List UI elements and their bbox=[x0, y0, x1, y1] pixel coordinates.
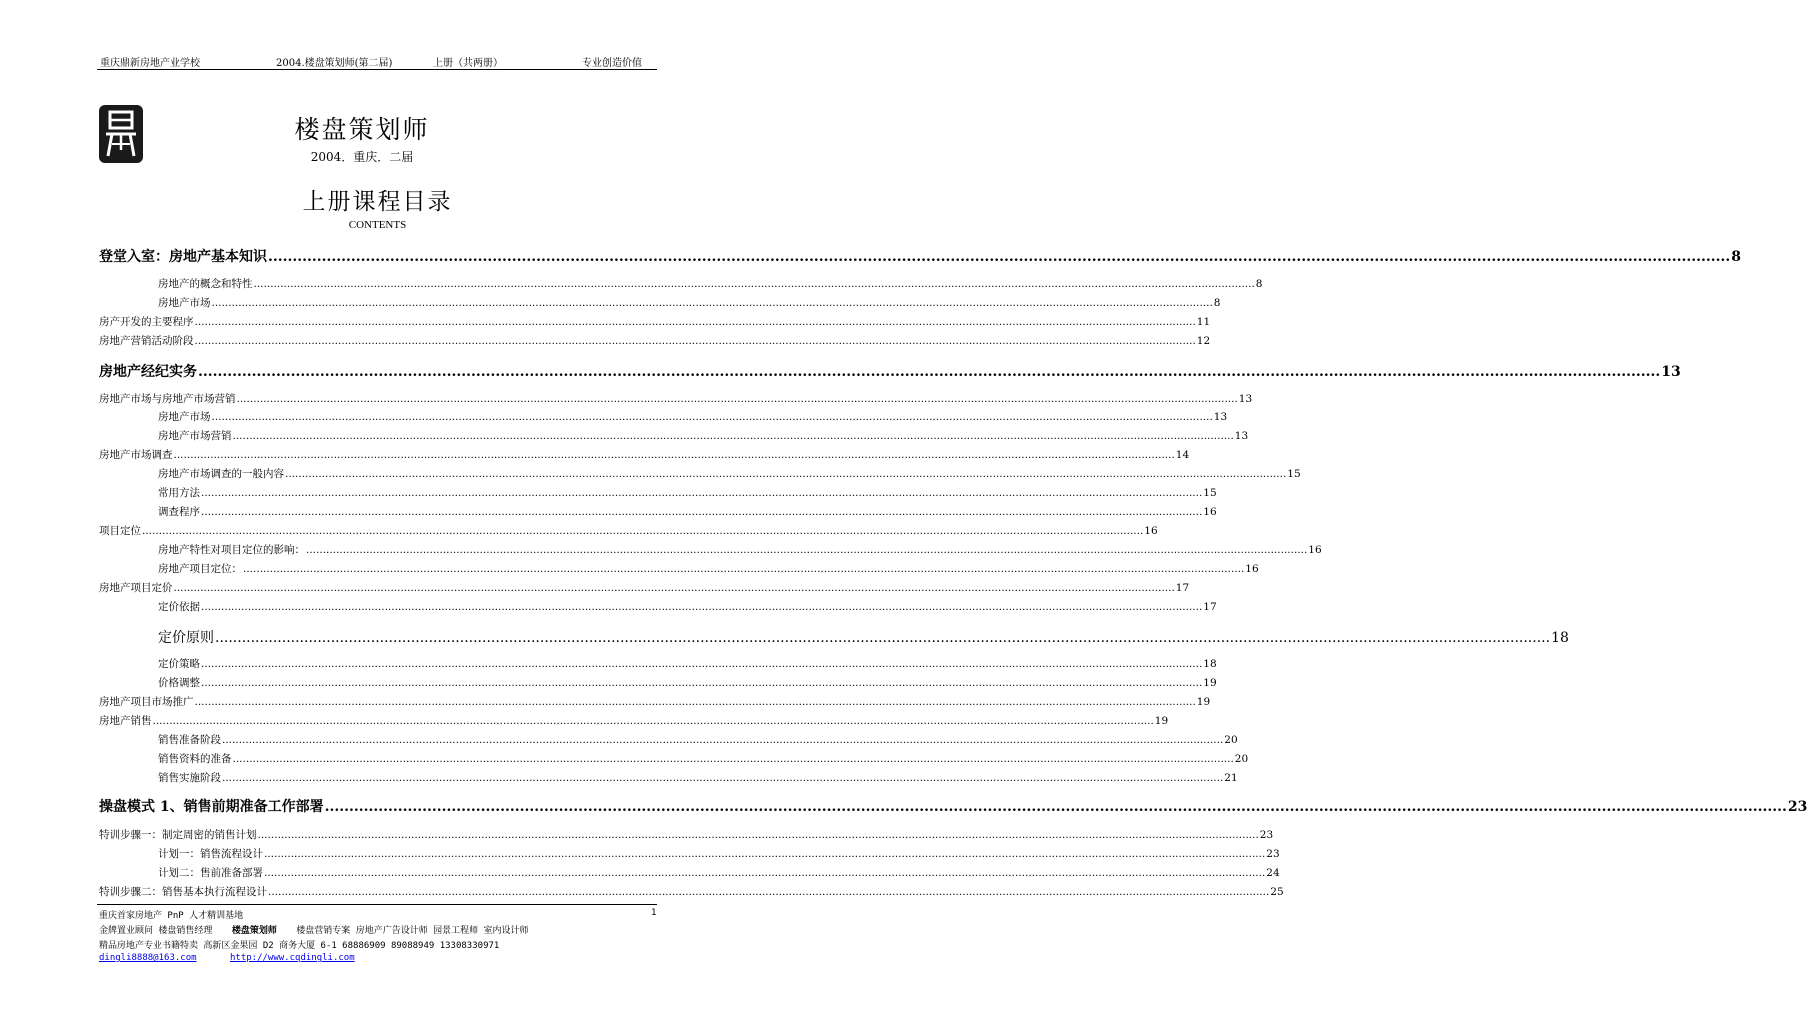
toc-entry[interactable] bbox=[99, 770, 1238, 785]
toc-entry[interactable] bbox=[99, 485, 1217, 500]
toc-leader-dots: ............................................................................................................................................................................................................................................................................................................ bbox=[152, 715, 1154, 727]
toc-entry[interactable] bbox=[99, 504, 1217, 519]
toc-entry-label: 房地产市场与房地产市场营销 bbox=[99, 393, 236, 405]
toc-entry-label: 计划一：销售流程设计 bbox=[158, 848, 263, 860]
toc-leader-dots: ............................................................................................................................................................................................................................................................................................................ bbox=[173, 582, 1175, 594]
toc-entry-label: 项目定位 bbox=[99, 525, 141, 537]
toc-entry[interactable] bbox=[99, 561, 1259, 576]
toc-entry-page: 13 bbox=[1238, 393, 1253, 405]
toc-leader-dots: ............................................................................................................................................................................................................................................................................................................ bbox=[142, 525, 1144, 537]
toc-entry-page: 20 bbox=[1234, 753, 1249, 765]
toc-entry-label: 房地产营销活动阶段 bbox=[99, 335, 194, 347]
toc-entry-page: 23 bbox=[1259, 829, 1274, 841]
toc-leader-dots: ............................................................................................................................................................................................................................................................................................................ bbox=[211, 411, 1213, 423]
toc-entry-label: 定价策略 bbox=[158, 658, 200, 670]
toc-entry[interactable] bbox=[99, 627, 1569, 647]
footer-line2-b: 楼盘营销专案 房地产广告设计师 园景工程师 室内设计师 bbox=[296, 926, 529, 936]
footer-line3: 精品房地产专业书籍特卖 高新区金果园 D2 商务大厦 6-1 68886909 89088949 13308330971 bbox=[99, 941, 500, 951]
toc-entry-label: 房地产市场调查 bbox=[99, 449, 173, 461]
toc-entry-label: 房地产销售 bbox=[99, 715, 152, 727]
toc-leader-dots: ............................................................................................................................................................................................................................................................................................................ bbox=[201, 658, 1203, 670]
toc-entry[interactable] bbox=[99, 656, 1217, 671]
toc-entry-page: 16 bbox=[1308, 544, 1322, 556]
toc-leader-dots: ............................................................................................................................................................................................................................................................................................................ bbox=[215, 630, 1551, 646]
toc-entry-label: 销售资料的准备 bbox=[158, 753, 232, 765]
toc-entry-label: 特训步骤二：销售基本执行流程设计 bbox=[99, 886, 267, 898]
toc-entry[interactable] bbox=[99, 361, 1681, 381]
toc-entry[interactable] bbox=[99, 523, 1158, 538]
header-course: 2004.楼盘策划师(第二届) bbox=[276, 58, 393, 69]
page-subtitle: 2004．重庆．二届 bbox=[310, 150, 414, 164]
toc-leader-dots: ............................................................................................................................................................................................................................................................................................................ bbox=[268, 249, 1731, 265]
toc-entry-page: 17 bbox=[1175, 582, 1190, 594]
toc-entry[interactable] bbox=[99, 846, 1280, 861]
toc-entry-label: 房地产项目定价 bbox=[99, 582, 173, 594]
toc-entry-page: 8 bbox=[1255, 278, 1263, 290]
toc-entry-label: 登堂入室：房地产基本知识 bbox=[99, 249, 267, 265]
toc-entry-label: 销售准备阶段 bbox=[158, 734, 221, 746]
toc-entry-page: 23 bbox=[1787, 799, 1807, 815]
toc-leader-dots: ............................................................................................................................................................................................................................................................................................................ bbox=[201, 601, 1203, 613]
toc-entry-page: 19 bbox=[1154, 715, 1169, 727]
toc-leader-dots: ............................................................................................................................................................................................................................................................................................................ bbox=[257, 829, 1259, 841]
toc-entry-page: 13 bbox=[1213, 411, 1228, 423]
footer-website-link[interactable]: http://www.cqdingli.com bbox=[230, 953, 355, 963]
toc-entry-label: 房地产市场 bbox=[158, 411, 211, 423]
footer-page-number: 1 bbox=[651, 908, 657, 918]
toc-entry[interactable] bbox=[99, 796, 1807, 816]
toc-leader-dots: ............................................................................................................................................................................................................................................................................................................ bbox=[194, 335, 1196, 347]
toc-entry-page: 23 bbox=[1266, 848, 1280, 860]
toc-entry-page: 19 bbox=[1203, 677, 1217, 689]
toc-entry-label: 定价依据 bbox=[158, 601, 200, 613]
toc-entry[interactable] bbox=[99, 246, 1741, 266]
toc-entry-label: 价格调整 bbox=[158, 677, 200, 689]
contents-label: CONTENTS bbox=[348, 219, 407, 231]
toc-entry-page: 20 bbox=[1224, 734, 1238, 746]
header-school: 重庆鼎新房地产业学校 bbox=[100, 58, 200, 69]
toc-entry-page: 12 bbox=[1196, 335, 1211, 347]
toc-entry-page: 14 bbox=[1175, 449, 1190, 461]
toc-leader-dots: ............................................................................................................................................................................................................................................................................................................ bbox=[268, 886, 1270, 898]
header-slogan: 专业创造价值 bbox=[582, 58, 642, 69]
toc-entry-page: 17 bbox=[1203, 601, 1217, 613]
toc-entry-label: 房地产特性对项目定位的影响： bbox=[158, 544, 305, 556]
page-title: 楼盘策划师 bbox=[294, 115, 430, 144]
toc-entry[interactable] bbox=[99, 428, 1249, 443]
catalog-title: 上册课程目录 bbox=[302, 189, 453, 215]
toc-entry-page: 8 bbox=[1213, 297, 1221, 309]
toc-entry[interactable] bbox=[99, 675, 1217, 690]
toc-entry-page: 18 bbox=[1551, 630, 1569, 646]
toc-entry-label: 调查程序 bbox=[158, 506, 200, 518]
toc-entry-label: 房地产市场 bbox=[158, 297, 211, 309]
toc-entry[interactable] bbox=[99, 295, 1221, 310]
toc-entry-page: 15 bbox=[1287, 468, 1301, 480]
toc-entry-page: 8 bbox=[1731, 249, 1741, 265]
toc-entry-page: 16 bbox=[1203, 506, 1217, 518]
toc-leader-dots: ............................................................................................................................................................................................................................................................................................................ bbox=[232, 430, 1234, 442]
toc-entry[interactable] bbox=[99, 599, 1217, 614]
toc-entry-label: 房地产市场营销 bbox=[158, 430, 232, 442]
toc-leader-dots: ............................................................................................................................................................................................................................................................................................................ bbox=[264, 848, 1266, 860]
toc-entry-page: 16 bbox=[1245, 563, 1259, 575]
toc-entry[interactable] bbox=[99, 542, 1322, 557]
toc-entry[interactable] bbox=[99, 865, 1280, 880]
footer-line2-a: 金牌置业顾问 楼盘销售经理 bbox=[99, 926, 213, 936]
footer-email-link[interactable]: dingli8888@163.com bbox=[99, 953, 197, 963]
toc-entry-label: 定价原则 bbox=[158, 630, 214, 646]
toc-entry-label: 销售实施阶段 bbox=[158, 772, 221, 784]
toc-entry[interactable] bbox=[99, 884, 1284, 899]
toc-leader-dots: ............................................................................................................................................................................................................................................................................................................ bbox=[236, 393, 1238, 405]
toc-leader-dots: ............................................................................................................................................................................................................................................................................................................ bbox=[285, 468, 1287, 480]
toc-entry-label: 计划二：售前准备部署 bbox=[158, 867, 263, 879]
toc-entry-label: 房地产市场调查的一般内容 bbox=[158, 468, 284, 480]
toc-leader-dots: ............................................................................................................................................................................................................................................................................................................ bbox=[173, 449, 1175, 461]
header-divider bbox=[97, 69, 657, 70]
toc-entry[interactable] bbox=[99, 713, 1169, 728]
toc-entry[interactable] bbox=[99, 827, 1274, 842]
toc-entry[interactable] bbox=[99, 314, 1211, 329]
toc-entry-page: 13 bbox=[1234, 430, 1249, 442]
toc-entry-page: 18 bbox=[1203, 658, 1217, 670]
footer-line2-bold: 楼盘策划师 bbox=[231, 926, 277, 936]
toc-entry[interactable] bbox=[99, 447, 1190, 462]
toc-entry[interactable] bbox=[99, 580, 1190, 595]
toc-entry-page: 15 bbox=[1203, 487, 1217, 499]
toc-entry-page: 25 bbox=[1270, 886, 1284, 898]
toc-leader-dots: ............................................................................................................................................................................................................................................................................................................ bbox=[201, 677, 1203, 689]
toc-entry-label: 房产开发的主要程序 bbox=[99, 316, 194, 328]
toc-leader-dots: ............................................................................................................................................................................................................................................................................................................ bbox=[243, 563, 1245, 575]
toc-entry-label: 操盘模式 1、销售前期准备工作部署 bbox=[99, 799, 324, 815]
toc-entry[interactable] bbox=[99, 276, 1263, 291]
toc-entry[interactable] bbox=[99, 732, 1238, 747]
toc-entry[interactable] bbox=[99, 409, 1228, 424]
header-volume: 上册（共两册） bbox=[433, 58, 503, 69]
toc-entry[interactable] bbox=[99, 751, 1249, 766]
toc-leader-dots: ............................................................................................................................................................................................................................................................................................................ bbox=[222, 772, 1224, 784]
toc-leader-dots: ............................................................................................................................................................................................................................................................................................................ bbox=[264, 867, 1266, 879]
toc-leader-dots: ............................................................................................................................................................................................................................................................................................................ bbox=[211, 297, 1213, 309]
toc-entry-page: 16 bbox=[1144, 525, 1158, 537]
toc-entry-page: 13 bbox=[1661, 364, 1681, 380]
toc-leader-dots: ............................................................................................................................................................................................................................................................................................................ bbox=[201, 487, 1203, 499]
footer-line2 bbox=[99, 923, 529, 936]
toc-entry-page: 19 bbox=[1196, 696, 1211, 708]
toc-leader-dots: ............................................................................................................................................................................................................................................................................................................ bbox=[222, 734, 1224, 746]
toc-entry-label: 房地产项目定位： bbox=[158, 563, 242, 575]
toc-entry-label: 常用方法 bbox=[158, 487, 200, 499]
toc-leader-dots: ............................................................................................................................................................................................................................................................................................................ bbox=[198, 364, 1661, 380]
toc-entry[interactable] bbox=[99, 391, 1253, 406]
toc-entry-page: 24 bbox=[1266, 867, 1280, 879]
toc-leader-dots: ............................................................................................................................................................................................................................................................................................................ bbox=[324, 799, 1787, 815]
toc-entry-label: 特训步骤一：制定周密的销售计划 bbox=[99, 829, 257, 841]
toc-leader-dots: ............................................................................................................................................................................................................................................................................................................ bbox=[253, 278, 1255, 290]
toc-leader-dots: ............................................................................................................................................................................................................................................................................................................ bbox=[201, 506, 1203, 518]
toc-leader-dots: ............................................................................................................................................................................................................................................................................................................ bbox=[194, 696, 1196, 708]
toc-leader-dots: ............................................................................................................................................................................................................................................................................................................ bbox=[194, 316, 1196, 328]
toc-entry[interactable] bbox=[99, 466, 1301, 481]
footer-base: 重庆首家房地产 PnP 人才精训基地 bbox=[99, 911, 244, 921]
footer-divider bbox=[97, 904, 657, 905]
toc-leader-dots: ............................................................................................................................................................................................................................................................................................................ bbox=[232, 753, 1234, 765]
toc-entry-page: 21 bbox=[1224, 772, 1238, 784]
toc-entry-label: 房地产的概念和特性 bbox=[158, 278, 253, 290]
toc-entry[interactable] bbox=[99, 694, 1211, 709]
toc-entry-page: 11 bbox=[1196, 316, 1211, 328]
toc-leader-dots: ............................................................................................................................................................................................................................................................................................................ bbox=[306, 544, 1308, 556]
toc-entry-label: 房地产项目市场推广 bbox=[99, 696, 194, 708]
toc-entry[interactable] bbox=[99, 333, 1211, 348]
toc-entry-label: 房地产经纪实务 bbox=[99, 364, 197, 380]
